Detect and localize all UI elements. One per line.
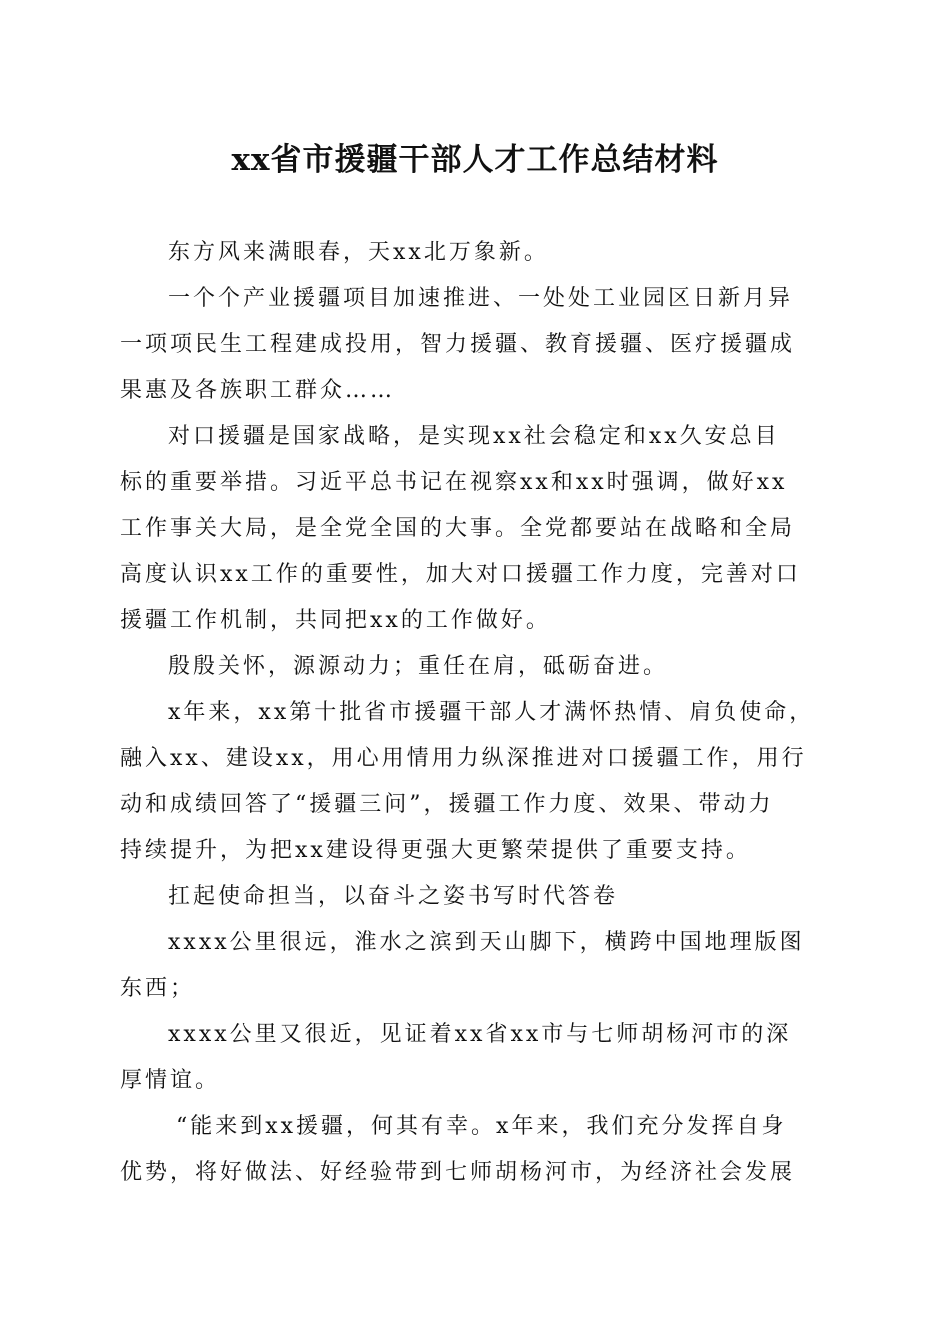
paragraph-line: 持续提升，为把xx建设得更强大更繁荣提供了重要支持。	[120, 838, 751, 863]
paragraph	[120, 1012, 832, 1104]
paragraph-line: 融入xx、建设xx，用心用情用力纵深推进对口援疆工作，用行	[120, 746, 807, 771]
paragraph-line: 优势，将好做法、好经验带到七师胡杨河市，为经济社会发展	[120, 1160, 796, 1185]
paragraph-line: 标的重要举措。习近平总书记在视察xx和xx时强调，做好xx	[120, 470, 788, 495]
paragraph-line: 殷殷关怀，源源动力；重任在肩，砥砺奋进。	[168, 654, 669, 679]
paragraph-line: 东西；	[120, 976, 196, 1001]
paragraph	[120, 1104, 832, 1196]
paragraph-line: 动和成绩回答了“援疆三问”，援疆工作力度、效果、带动力	[120, 792, 774, 817]
paragraph-line: 果惠及各族职工群众……	[120, 378, 396, 403]
paragraph	[120, 874, 832, 920]
paragraph	[120, 690, 832, 874]
paragraph-line: 援疆工作机制，共同把xx的工作做好。	[120, 608, 551, 633]
paragraph-line: xxxx公里很远，淮水之滨到天山脚下，横跨中国地理版图	[168, 930, 805, 955]
paragraph-line: 工作事关大局，是全党全国的大事。全党都要站在战略和全局	[120, 516, 796, 541]
paragraph	[120, 276, 832, 414]
paragraph-line: xxxx公里又很近，见证着xx省xx市与七师胡杨河市的深	[168, 1022, 792, 1047]
paragraph-line: x年来，xx第十批省市援疆干部人才满怀热情、肩负使命，	[168, 700, 815, 725]
paragraph-line: 东方风来满眼春，天xx北万象新。	[168, 240, 549, 265]
paragraph-line: 高度认识xx工作的重要性，加大对口援疆工作力度，完善对口	[120, 562, 801, 587]
paragraph	[120, 414, 832, 644]
paragraph-line: 一个个产业援疆项目加速推进、一处处工业园区日新月异	[168, 286, 794, 311]
paragraph	[120, 644, 832, 690]
paragraph-line: 一项项民生工程建成投用，智力援疆、教育援疆、医疗援疆成	[120, 332, 796, 357]
paragraph-line: 扛起使命担当，以奋斗之姿书写时代答卷	[168, 884, 619, 909]
paragraph-line: “能来到xx援疆，何其有幸。x年来，我们充分发挥自身	[176, 1114, 787, 1139]
document-body	[120, 230, 832, 1196]
paragraph	[120, 920, 832, 1012]
paragraph-line: 厚情谊。	[120, 1068, 221, 1093]
document-title: xx省市援疆干部人才工作总结材料	[231, 142, 719, 178]
paragraph	[120, 230, 832, 276]
paragraph-line: 对口援疆是国家战略，是实现xx社会稳定和xx久安总目	[168, 424, 780, 449]
